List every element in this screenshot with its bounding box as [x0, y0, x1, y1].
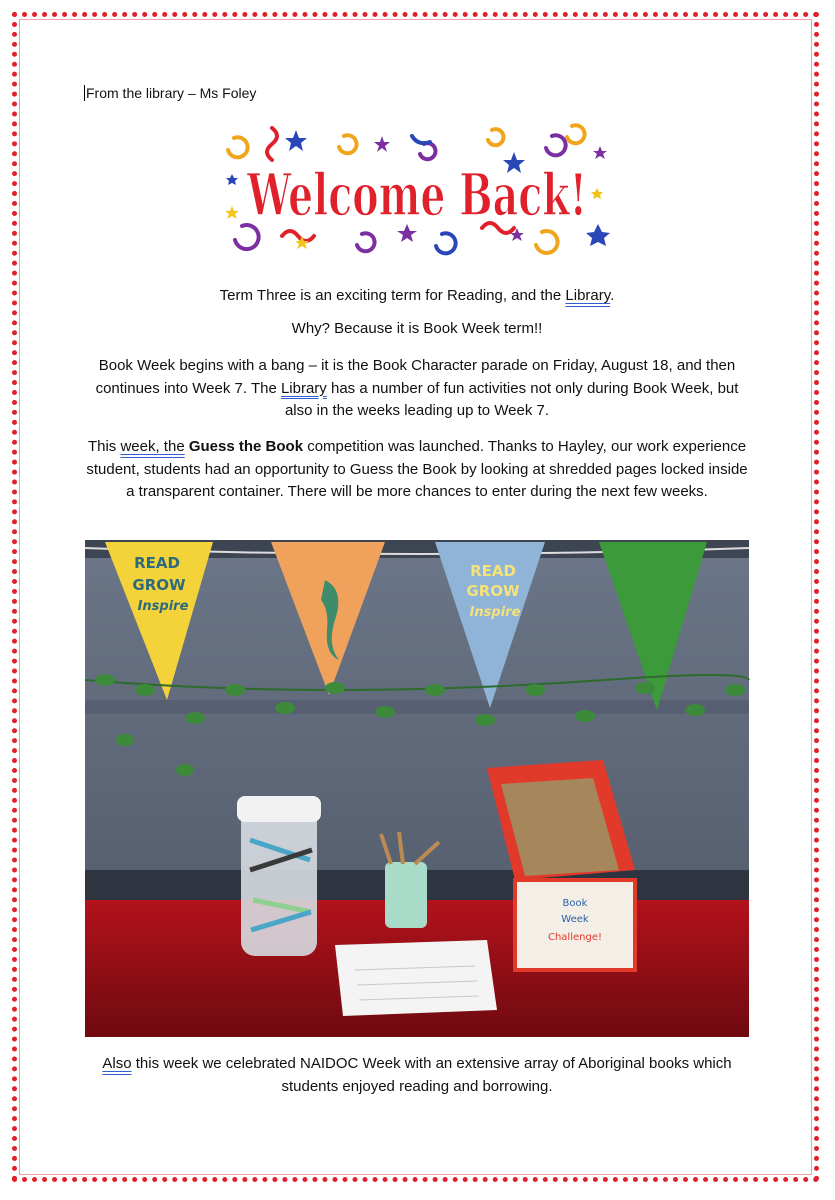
box-label-week: Week	[561, 914, 589, 925]
text-cursor	[84, 85, 85, 101]
flag3-grow: GROW	[466, 582, 520, 600]
p3-text-a: Book Week begins with a bang – it is the Book Character parade on Friday, August 18, and then continues into Week 7. The	[95, 357, 736, 397]
flag1-grow: GROW	[132, 576, 186, 594]
welcome-back-banner	[212, 116, 622, 268]
paragraph-naidoc	[82, 1053, 752, 1098]
p5-text: this week we celebrated NAIDOC Week with an extensive array of Aboriginal books which students enjoyed reading and borrowing.	[131, 1055, 732, 1095]
p4-text-b: competition was launched. Thanks to Hayley, our work experience student, students had an opportunity to Guess the Book by looking at shredded pages locked inside a transparent container. There will be more chances to enter during the next few weeks.	[86, 438, 748, 500]
banner-title: Welcome Back!	[246, 161, 587, 229]
p4-week-word: week, the	[120, 438, 185, 455]
paragraph-why: Why? Because it is Book Week term!!	[291, 320, 543, 337]
flag1-read: READ	[134, 554, 180, 572]
shredded-pages-jar	[241, 808, 317, 956]
paragraph-book-week	[82, 355, 752, 423]
p3-library-word: Library	[280, 379, 327, 397]
p1-text: Term Three is an exciting term for Reading, and the	[219, 287, 566, 304]
flag1-inspire: Inspire	[137, 599, 189, 614]
pencil-cup	[385, 862, 427, 928]
flag3-read: READ	[470, 562, 516, 580]
box-label-challenge: Challenge!	[547, 932, 603, 943]
library-display-photo	[85, 540, 749, 1037]
entry-form	[335, 940, 497, 1016]
box-label-book: Book	[562, 898, 588, 909]
paragraph-term-three	[82, 285, 752, 308]
p4-bold-guess-the-book: Guess the Book	[188, 438, 304, 455]
p5-also-word: Also	[102, 1055, 132, 1072]
from-line-text: From the library – Ms Foley	[86, 85, 257, 101]
flag3-inspire: Inspire	[469, 605, 521, 620]
p3-text-b: has a number of fun activities not only during Book Week, but also in the weeks leading up to Week 7.	[284, 379, 739, 419]
p1-library-word: Library	[565, 287, 611, 304]
p4-text-a: This	[87, 438, 121, 455]
from-line	[84, 85, 256, 101]
p1-end: .	[610, 287, 615, 304]
book-week-challenge-box	[515, 880, 635, 970]
paragraph-guess-the-book	[82, 436, 752, 504]
